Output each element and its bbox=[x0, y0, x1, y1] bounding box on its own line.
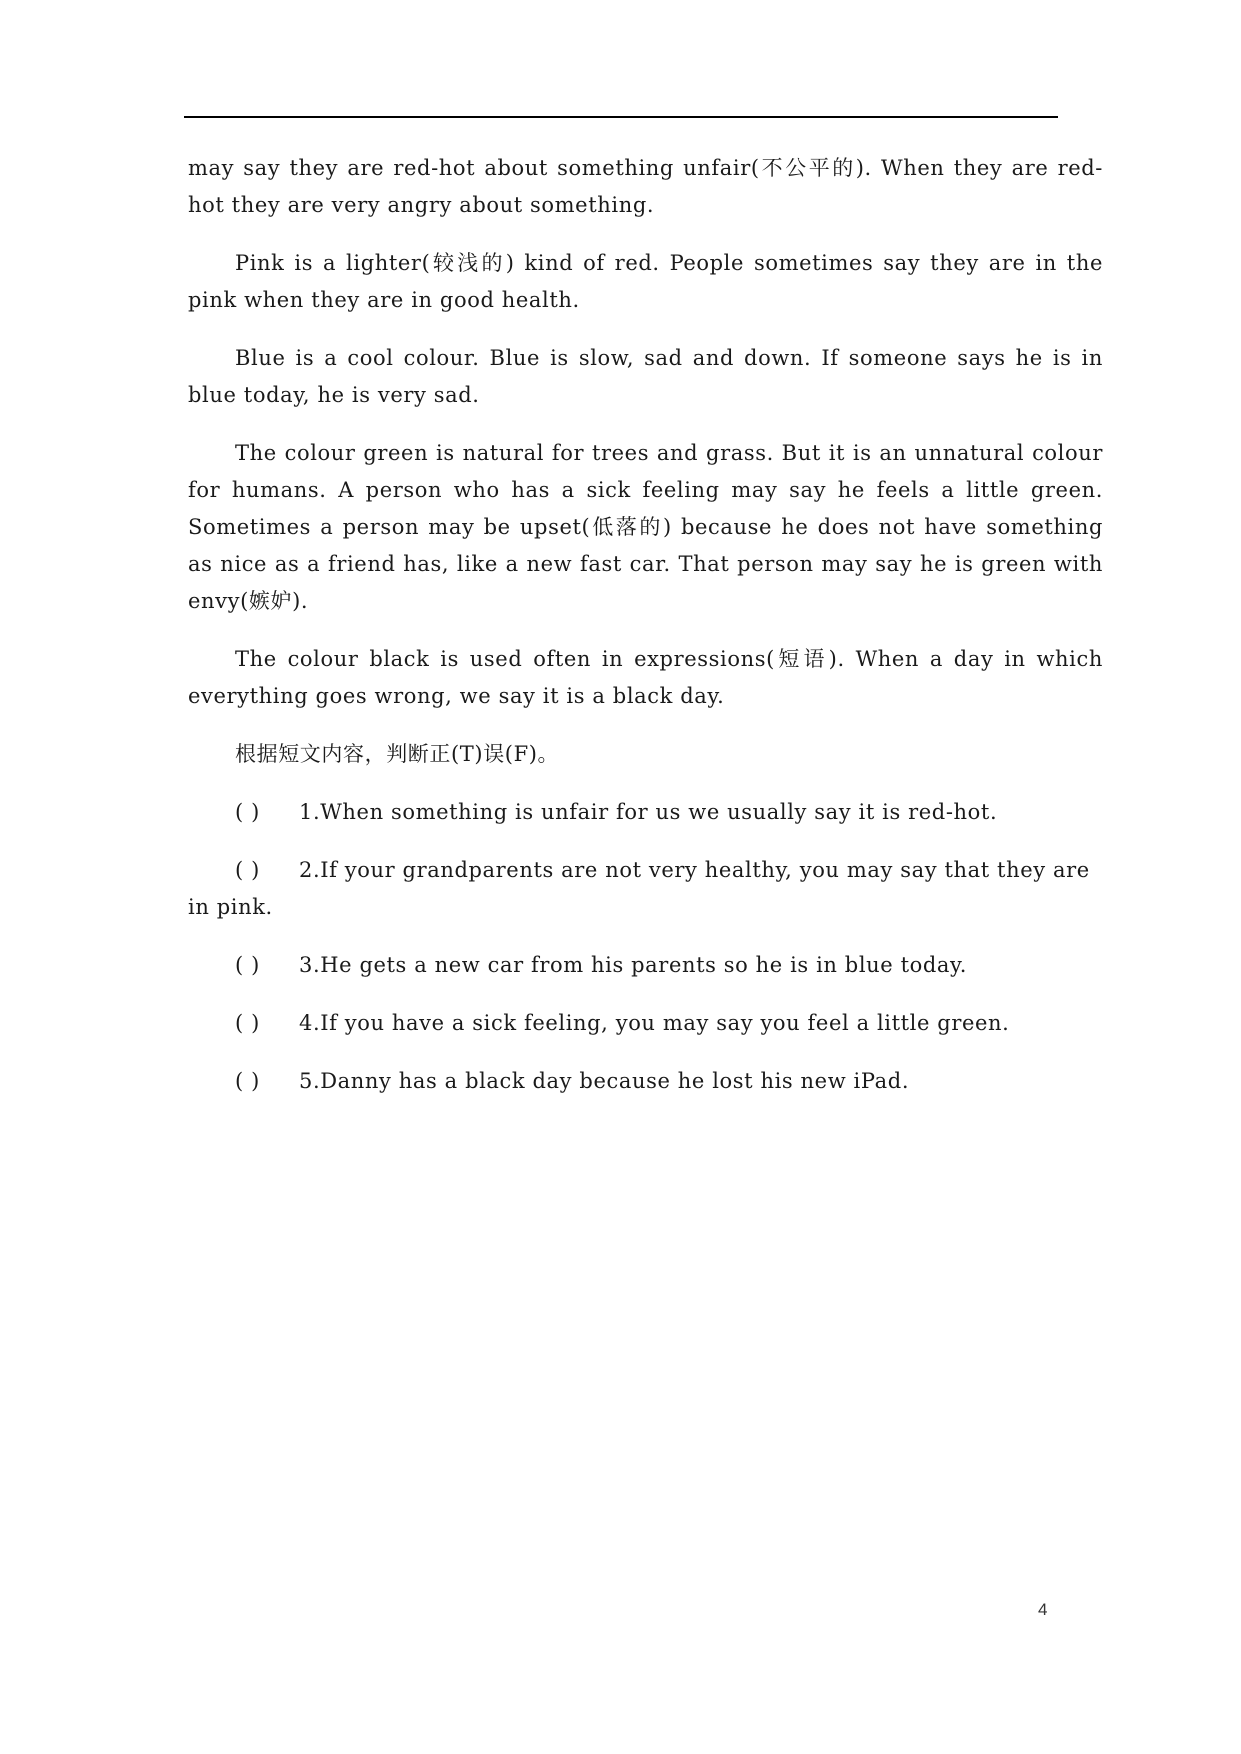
header-rule bbox=[184, 116, 1058, 118]
question-3 bbox=[188, 947, 1103, 984]
answer-blank[interactable]: ( ) bbox=[235, 1011, 260, 1035]
question-text: 1.When something is unfair for us we usually say it is red-hot. bbox=[299, 800, 998, 824]
paragraph-green: The colour green is natural for trees and grass. But it is an unnatural colour for humans. A person who has a sick feeling may say he feels a little green. Sometimes a person may be upset(低落的) because he does not have something as nice as a friend has, like a new fast car. That person may say he is green with envy(嫉妒). bbox=[188, 441, 1103, 613]
answer-blank[interactable]: ( ) bbox=[235, 953, 260, 977]
question-text: 4.If you have a sick feeling, you may say you feel a little green. bbox=[299, 1011, 1010, 1035]
question-2 bbox=[188, 852, 1103, 926]
question-1 bbox=[188, 794, 1103, 831]
answer-blank[interactable]: ( ) bbox=[235, 1069, 260, 1093]
question-text: 2.If your grandparents are not very healthy, you may say that they are in pink. bbox=[188, 858, 1090, 919]
question-text: 3.He gets a new car from his parents so he is in blue today. bbox=[299, 953, 967, 977]
paragraph-pink: Pink is a lighter(较浅的) kind of red. People sometimes say they are in the pink when they are in good health. bbox=[188, 251, 1103, 312]
answer-blank[interactable]: ( ) bbox=[235, 858, 260, 882]
question-4 bbox=[188, 1005, 1103, 1042]
page-number: 4 bbox=[1038, 1600, 1048, 1619]
question-text: 5.Danny has a black day because he lost his new iPad. bbox=[299, 1069, 910, 1093]
instruction: 根据短文内容，判断正(T)误(F)。 bbox=[235, 742, 560, 766]
answer-blank[interactable]: ( ) bbox=[235, 800, 260, 824]
paragraph-black: The colour black is used often in expressions(短语). When a day in which everything goes wrong, we say it is a black day. bbox=[188, 647, 1103, 708]
document-body bbox=[188, 150, 1103, 1121]
question-5 bbox=[188, 1063, 1103, 1100]
paragraph-blue: Blue is a cool colour. Blue is slow, sad and down. If someone says he is in blue today, he is very sad. bbox=[188, 346, 1103, 407]
paragraph-red-hot: may say they are red-hot about something unfair(不公平的). When they are red-hot they are very angry about something. bbox=[188, 156, 1103, 217]
